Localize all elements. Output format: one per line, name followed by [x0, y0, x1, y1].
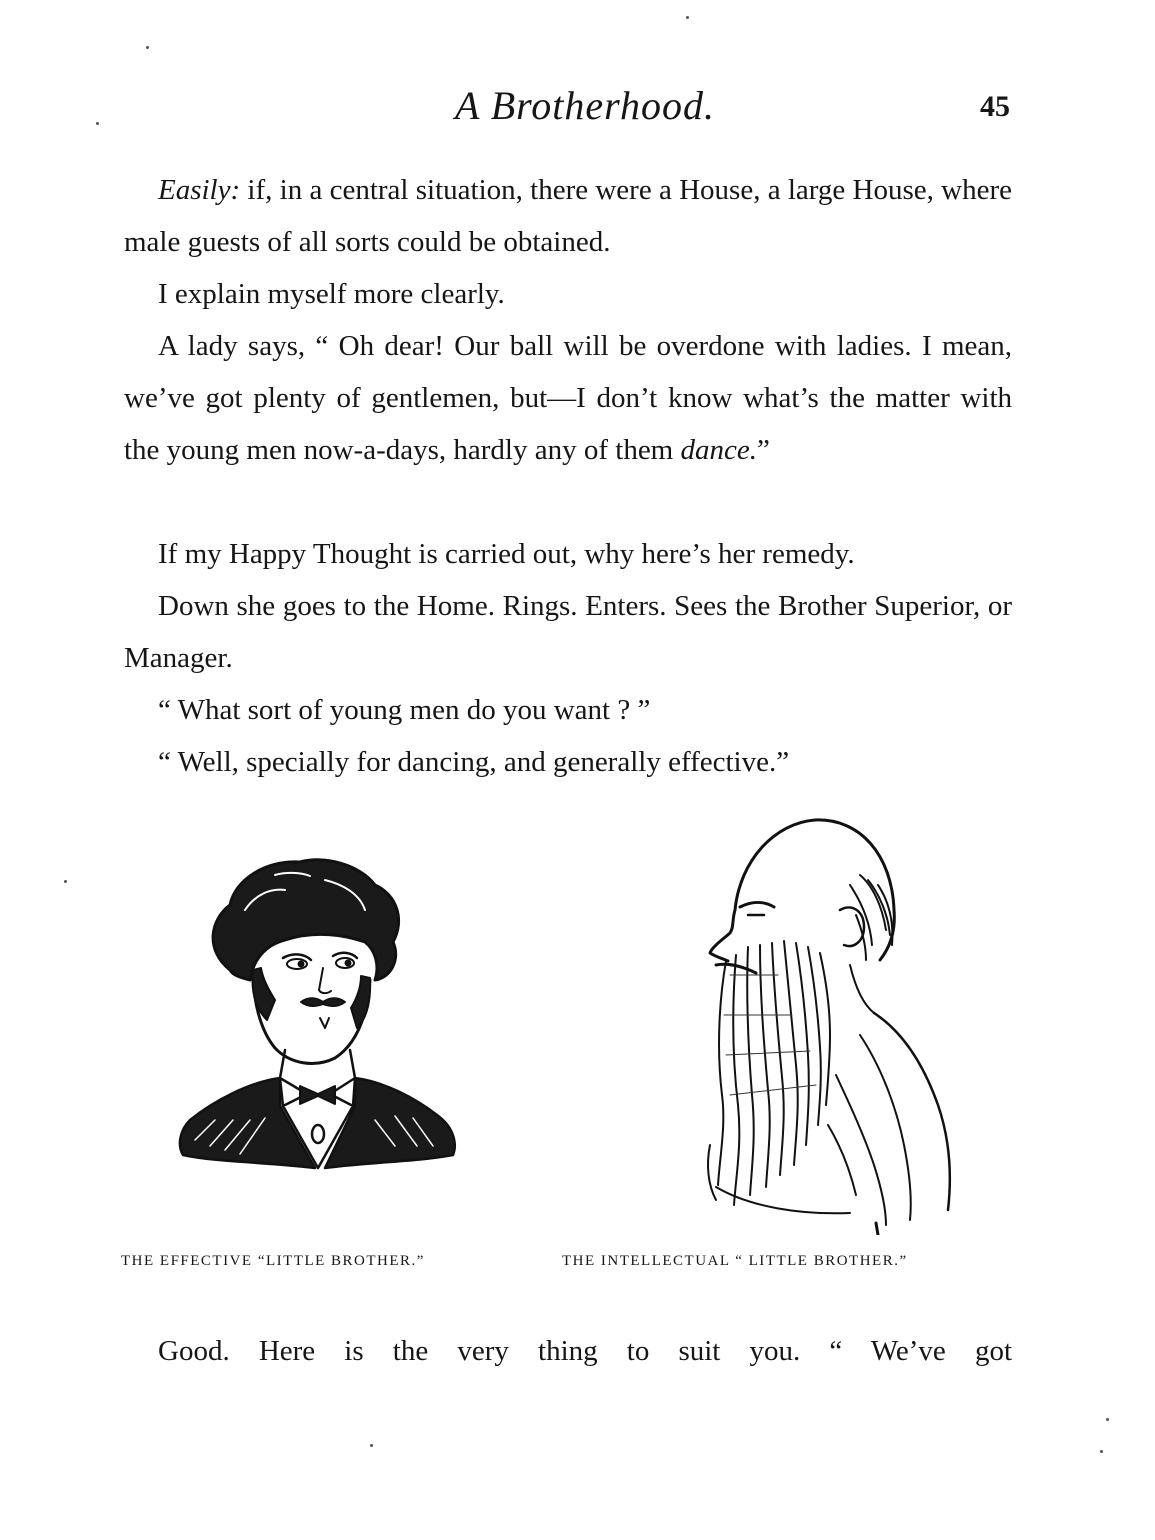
paragraph-happy-thought: If my Happy Thought is carried out, why here’s her remedy.: [158, 538, 855, 570]
running-head: [0, 82, 1155, 132]
running-title: A Brotherhood.: [455, 83, 715, 128]
scan-speck: [370, 1444, 373, 1447]
paragraph-explain: I explain myself more clearly.: [158, 278, 505, 310]
scan-speck: [686, 16, 689, 19]
closing-quote: ”: [757, 434, 770, 466]
paragraph-good: Good. Here is the very thing to suit you. “ We’ve got: [158, 1335, 1012, 1367]
page-number: 45: [980, 90, 1010, 123]
scan-speck: [1100, 1450, 1103, 1453]
scan-speck: [1106, 1418, 1109, 1421]
paragraph-lead-word: Easily:: [158, 174, 241, 206]
effective-brother-illustration: [175, 850, 465, 1180]
paragraph-text: A lady says, “ Oh dear! Our ball will be overdone with ladies. I mean, we’ve got plenty of gentlemen, but—I don’t know what’s the matter with the young men now-a-days, hardly any of them: [124, 330, 1012, 466]
scan-speck: [96, 122, 99, 125]
intellectual-brother-illustration: [660, 815, 960, 1235]
left-illustration-caption: THE EFFECTIVE “LITTLE BROTHER.”: [121, 1253, 425, 1269]
scan-speck: [64, 880, 67, 883]
right-illustration-caption: THE INTELLECTUAL “ LITTLE BROTHER.”: [562, 1253, 908, 1269]
scan-speck: [146, 46, 149, 49]
italic-word: dance.: [680, 434, 757, 466]
paragraph-answer: “ Well, specially for dancing, and generally effective.”: [158, 746, 790, 778]
paragraph-lady-says: [124, 320, 1012, 476]
paragraph-text: if, in a central situation, there were a House, a large House, where male guests of all sorts could be obtained.: [124, 174, 1012, 258]
paragraph-question: “ What sort of young men do you want ? ”: [158, 694, 651, 726]
paragraph-home: Down she goes to the Home. Rings. Enters. Sees the Brother Superior, or Manager.: [124, 590, 1012, 674]
paragraph-easily: [124, 164, 1012, 268]
